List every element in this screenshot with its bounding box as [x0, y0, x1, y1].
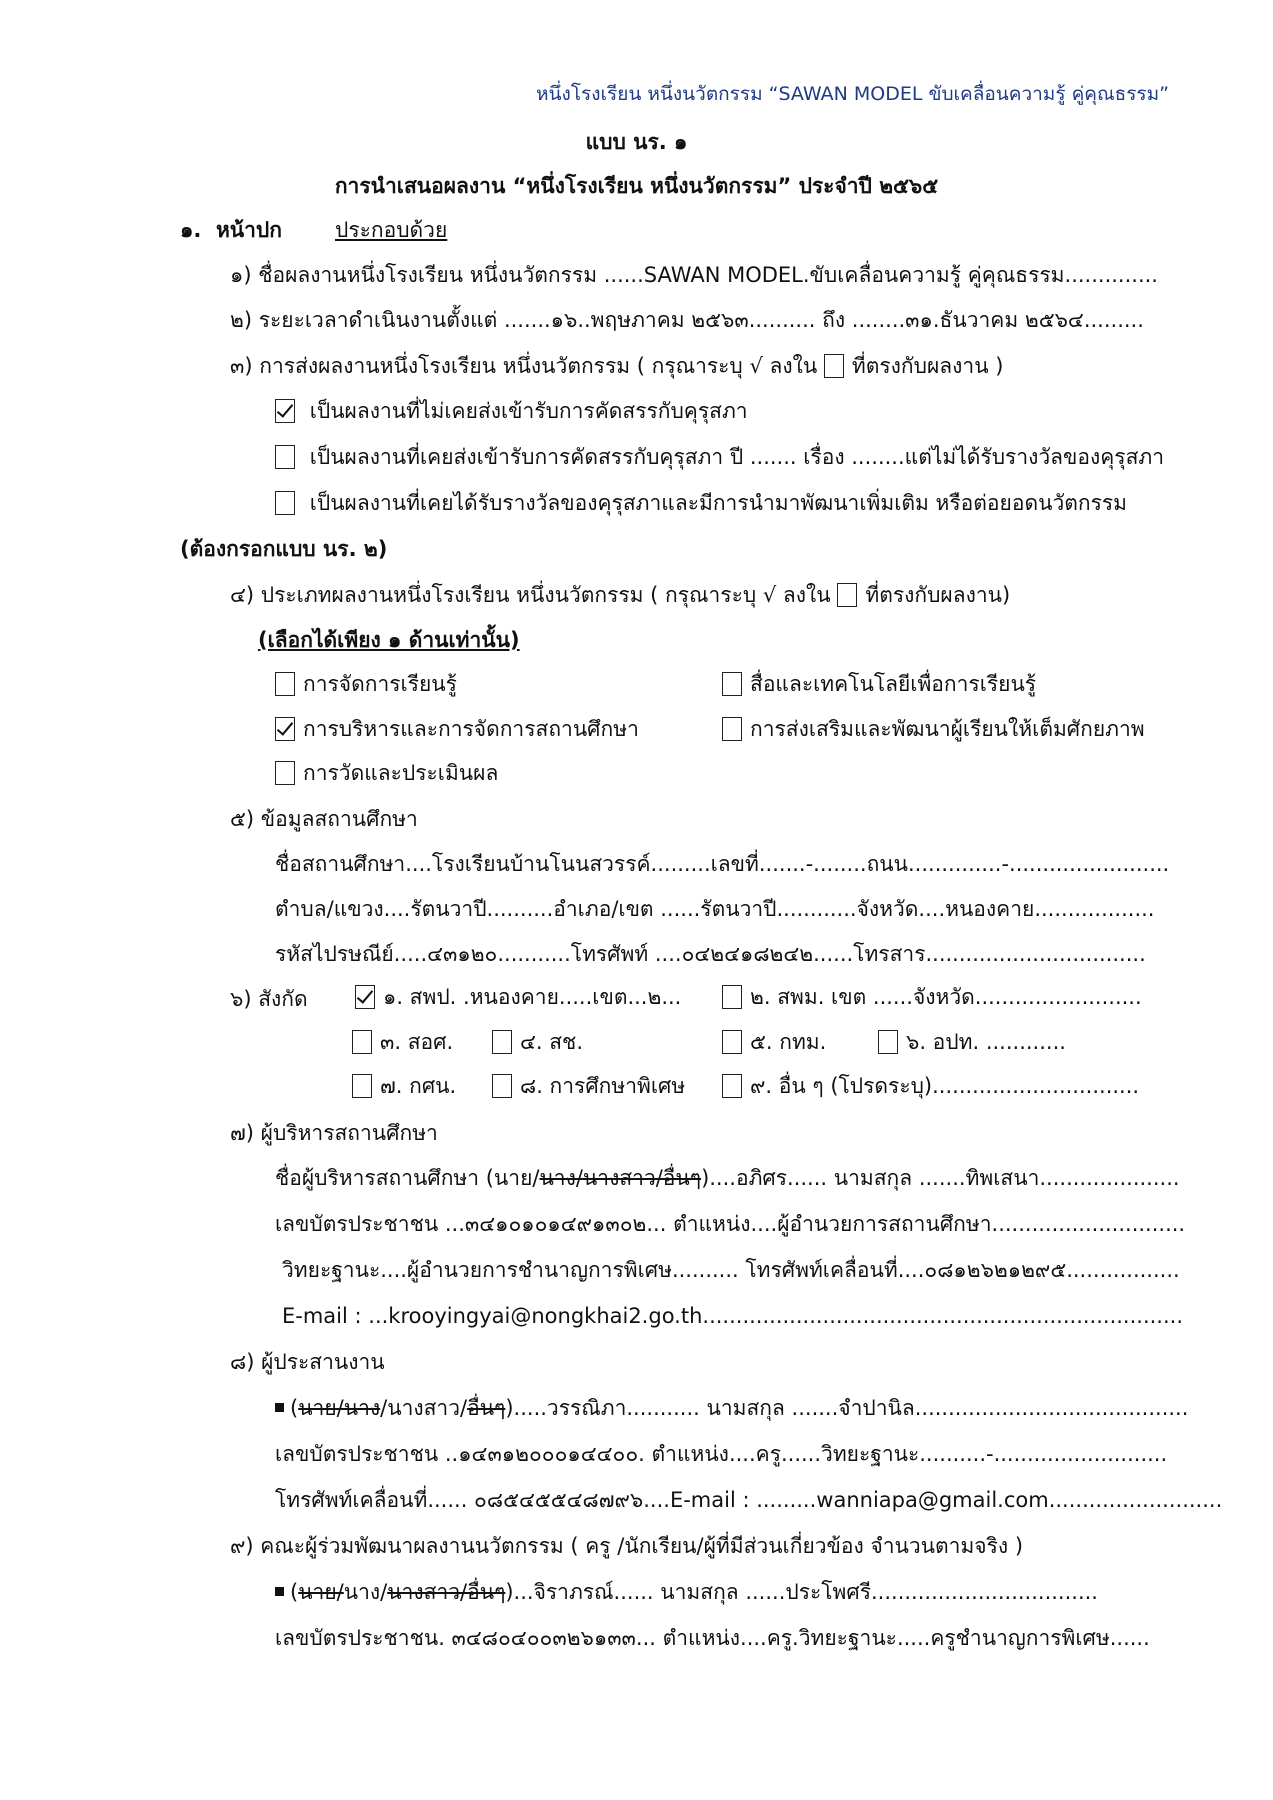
name-rest: ).....วรรณิภา........... นามสกุล .......จำปานิล......................................... [505, 1396, 1189, 1420]
checkbox-checked[interactable] [355, 985, 375, 1009]
submission-option-2 [275, 443, 1164, 471]
option-label: การส่งเสริมและพัฒนาผู้เรียนให้เต็มศักยภาพ [750, 717, 1145, 741]
director-rank-line: วิทยะฐานะ....ผู้อำนวยการชำนาญการพิเศษ.......... โทรศัพท์เคลื่อนที่....๐๘๑๒๖๒๑๒๙๕................. [282, 1258, 1180, 1282]
item-4-note: (เลือกได้เพียง ๑ ด้านเท่านั้น) [258, 628, 520, 652]
director-email-line: E-mail : ...krooyingyai@nongkhai2.go.th........................................................................ [282, 1304, 1184, 1328]
category-option-2 [722, 670, 1036, 698]
bullet-square-icon [275, 1587, 284, 1596]
running-header: หนึ่งโรงเรียน หนึ่งนวัตกรรม “SAWAN MODEL ขับเคลื่อนความรู้ คู่คุณธรรม” [536, 83, 1169, 105]
checkbox[interactable] [492, 1074, 512, 1098]
section-1-heading [180, 216, 282, 244]
item-5-heading: ๕) ข้อมูลสถานศึกษา [230, 807, 418, 831]
director-id-line: เลขบัตรประชาชน ...๓๔๑๐๑๐๑๔๙๑๓๐๒... ตำแหน่ง....ผู้อำนวยการสถานศึกษา............................. [275, 1212, 1186, 1236]
checkbox[interactable] [275, 445, 295, 469]
struck-titles: นาง/นางสาว/อื่นๆ [539, 1166, 702, 1190]
affiliation-option-1 [355, 983, 681, 1011]
team-member-name-line [275, 1578, 1098, 1606]
checkbox-sample-icon [824, 354, 844, 378]
option-label: ๖. อปท. ............ [906, 1030, 1066, 1054]
struck-titles: นาย/นาง [298, 1396, 381, 1420]
paren: ( [290, 1580, 299, 1604]
section-1-sub: ประกอบด้วย [335, 218, 448, 242]
checkbox-checked[interactable] [275, 717, 295, 741]
checkbox-sample-icon [837, 583, 857, 607]
item-4-pre: ๔) ประเภทผลงานหนึ่งโรงเรียน หนึ่งนวัตกรรม ( กรุณาระบุ √ ลงใน [230, 583, 831, 607]
checkbox[interactable] [722, 672, 742, 696]
item-7-heading: ๗) ผู้บริหารสถานศึกษา [230, 1121, 438, 1145]
item-3-pre: ๓) การส่งผลงานหนึ่งโรงเรียน หนึ่งนวัตกรรม ( กรุณาระบุ √ ลงใน [230, 354, 818, 378]
bullet-square-icon [275, 1403, 284, 1412]
name-rest: )....อภิศร...... นามสกุล .......ทิพเสนา..................... [701, 1166, 1180, 1190]
item-9-heading: ๙) คณะผู้ร่วมพัฒนาผลงานนวัตกรรม ( ครู /นักเรียน/ผู้ที่มีส่วนเกี่ยวข้อง จำนวนตามจริง ) [230, 1534, 1024, 1558]
title-kept: นาง/ [343, 1580, 388, 1604]
section-1-num: ๑. [180, 218, 202, 242]
item-4-post: ที่ตรงกับผลงาน) [865, 583, 1011, 607]
school-contact-line: รหัสไปรษณีย์.....๔๓๑๒๐...........โทรศัพท์ ....๐๔๒๔๑๘๒๔๒......โทรสาร................................. [275, 942, 1146, 966]
option-label: การวัดและประเมินผล [303, 761, 499, 785]
checkbox[interactable] [275, 491, 295, 515]
section-1-label: หน้าปก [215, 218, 282, 242]
option-label: สื่อและเทคโนโลยีเพื่อการเรียนรู้ [750, 672, 1037, 696]
item-3-post: ที่ตรงกับผลงาน ) [851, 354, 1004, 378]
name-rest: )...จิราภรณ์...... นามสกุล ......ประโพศรี.................................. [505, 1580, 1098, 1604]
school-name-line: ชื่อสถานศึกษา....โรงเรียนบ้านโนนสวรรค์.........เลขที่.......-........ถนน..............-........................ [275, 852, 1170, 876]
checkbox[interactable] [722, 1030, 742, 1054]
affiliation-option-9 [722, 1072, 1139, 1100]
checkbox[interactable] [492, 1030, 512, 1054]
submission-option-1 [275, 397, 748, 425]
item-1-title: ๑) ชื่อผลงานหนึ่งโรงเรียน หนึ่งนวัตกรรม ......SAWAN MODEL.ขับเคลื่อนความรู้ คู่คุณธรรม.............. [230, 263, 1158, 287]
submission-option-3 [275, 489, 1127, 517]
option-label: ๔. สช. [520, 1030, 583, 1054]
checkbox[interactable] [352, 1030, 372, 1054]
item-3-heading [230, 352, 1003, 380]
item-6-heading: ๖) สังกัด [230, 987, 308, 1011]
option-label: ๒. สพม. เขต ......จังหวัด......................... [750, 985, 1142, 1009]
name-prefix: ชื่อผู้บริหารสถานศึกษา (นาย/ [275, 1166, 540, 1190]
checkbox[interactable] [878, 1030, 898, 1054]
director-name-line [275, 1164, 1180, 1192]
option-label: ๓. สอศ. [380, 1030, 454, 1054]
option-label: เป็นผลงานที่เคยได้รับรางวัลของคุรุสภาและมีการนำมาพัฒนาเพิ่มเติม หรือต่อยอดนวัตกรรม [309, 491, 1127, 515]
affiliation-option-3 [352, 1028, 453, 1056]
option-label: ๘. การศึกษาพิเศษ [520, 1074, 686, 1098]
item-4-heading [230, 581, 1010, 609]
category-option-3 [275, 715, 639, 743]
option-label: ๙. อื่น ๆ (โปรดระบุ)............................... [750, 1074, 1140, 1098]
coordinator-name-line [275, 1394, 1188, 1422]
item-8-heading: ๘) ผู้ประสานงาน [230, 1350, 385, 1374]
affiliation-option-2 [722, 983, 1142, 1011]
checkbox[interactable] [275, 761, 295, 785]
page-title: การนำเสนอผลงาน “หนึ่งโรงเรียน หนึ่งนวัตกรรม” ประจำปี ๒๕๖๕ [334, 174, 939, 198]
checkbox[interactable] [722, 985, 742, 1009]
affiliation-option-5 [722, 1028, 826, 1056]
struck-titles: นาย/ [298, 1580, 344, 1604]
coordinator-id-line: เลขบัตรประชาชน ..๑๔๓๑๒๐๐๐๑๔๔๐๐. ตำแหน่ง....ครู......วิทยะฐานะ..........-.......................... [275, 1442, 1168, 1466]
school-address-line: ตำบล/แขวง....รัตนวาปี..........อำเภอ/เขต ......รัตนวาปี............จังหวัด....หนองคาย.................. [275, 897, 1155, 921]
title-kept: /นางสาว/ [380, 1396, 468, 1420]
paren: ( [290, 1396, 299, 1420]
option-label: เป็นผลงานที่ไม่เคยส่งเข้ารับการคัดสรรกับคุรุสภา [309, 399, 748, 423]
category-option-4 [722, 715, 1145, 743]
form-code: แบบ นร. ๑ [585, 130, 688, 154]
checkbox[interactable] [722, 1074, 742, 1098]
option-label: ๗. กศน. [380, 1074, 457, 1098]
struck-titles: นางสาว/อื่นๆ [387, 1580, 506, 1604]
item-2-period: ๒) ระยะเวลาดำเนินงานตั้งแต่ .......๑๖..พฤษภาคม ๒๕๖๓.......... ถึง ........๓๑.ธันวาคม ๒๕๖๔......... [230, 308, 1144, 332]
category-option-5 [275, 759, 498, 787]
struck-titles: อื่นๆ [467, 1396, 506, 1420]
category-option-1 [275, 670, 457, 698]
affiliation-option-6 [878, 1028, 1066, 1056]
option-label: ๑. สพป. .หนองคาย.....เขต...๒... [383, 985, 682, 1009]
option-label: เป็นผลงานที่เคยส่งเข้ารับการคัดสรรกับคุรุสภา ปี ....... เรื่อง ........แต่ไม่ได้รับรางวัลของคุรุสภา [309, 445, 1165, 469]
option-label: การจัดการเรียนรู้ [303, 672, 457, 696]
team-member-id-line: เลขบัตรประชาชน. ๓๔๘๐๔๐๐๓๒๖๑๓๓... ตำแหน่ง....ครู.วิทยะฐานะ.....ครูชำนาญการพิเศษ...... [275, 1626, 1150, 1650]
option-label: ๕. กทม. [750, 1030, 827, 1054]
form-2-note: (ต้องกรอกแบบ นร. ๒) [180, 537, 388, 561]
checkbox[interactable] [275, 672, 295, 696]
affiliation-option-4 [492, 1028, 583, 1056]
coordinator-contact-line: โทรศัพท์เคลื่อนที่...... ๐๘๕๔๕๕๔๘๗๙๖....E-mail : .........wanniapa@gmail.com.......................... [275, 1488, 1223, 1512]
checkbox[interactable] [352, 1074, 372, 1098]
affiliation-option-7 [352, 1072, 456, 1100]
option-label: การบริหารและการจัดการสถานศึกษา [303, 717, 639, 741]
affiliation-option-8 [492, 1072, 685, 1100]
checkbox[interactable] [722, 717, 742, 741]
checkbox-checked[interactable] [275, 399, 295, 423]
